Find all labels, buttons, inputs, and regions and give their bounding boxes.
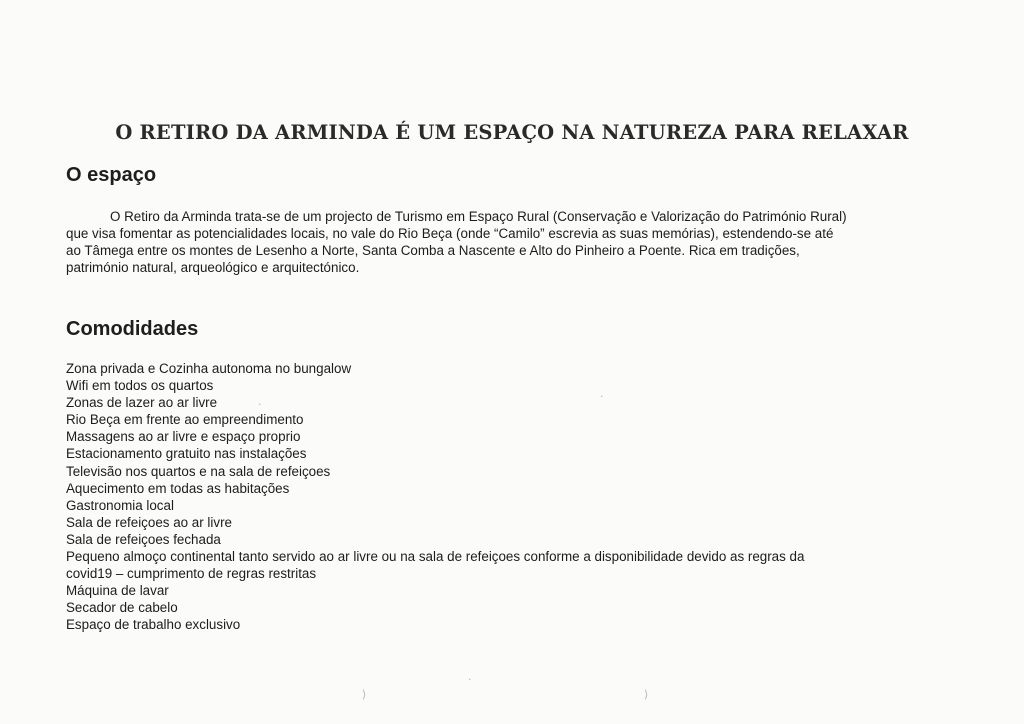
list-item: Massagens ao ar livre e espaço proprio [66,429,301,445]
amenities-list [66,360,946,634]
list-item: Sala de refeiçoes ao ar livre [66,514,232,530]
list-item: Sala de refeiçoes fechada [66,531,221,547]
paragraph-line: ao Tâmega entre os montes de Lesenho a Norte, Santa Comba a Nascente e Alto do Pinheiro a Poente. Rica em tradições, [66,243,800,258]
list-item: covid19 – cumprimento de regras restritas [66,566,317,582]
scan-speck: · [600,390,604,403]
scan-speck: ⟩ [644,688,649,701]
section-heading-espaco: O espaço [66,164,157,186]
list-item: Zona privada e Cozinha autonoma no bungalow [66,361,352,376]
list-item: Televisão nos quartos e na sala de refeiçoes [66,463,331,479]
paragraph-line: que visa fomentar as potencialidades locais, no vale do Rio Beça (onde “Camilo” escrevia as suas memórias), estendendo-se até [66,226,834,241]
document-title: O RETIRO DA ARMINDA É UM ESPAÇO NA NATUREZA PARA RELAXAR [115,121,909,144]
list-item: Aquecimento em todas as habitações [66,480,290,496]
list-item: Espaço de trabalho exclusivo [66,617,241,633]
list-item: Gastronomia local [66,497,174,513]
scan-speck: ⟩ [362,688,367,701]
scan-speck: · [468,673,472,686]
list-item: Zonas de lazer ao ar livre [66,395,218,411]
list-item: Rio Beça em frente ao empreendimento [66,412,304,428]
list-item: Pequeno almoço continental tanto servido ao ar livre ou na sala de refeiçoes conforme a disponibilidade devido as regras da [66,549,805,565]
scan-speck: · [258,398,262,411]
paragraph-line: património natural, arqueológico e arquitectónico. [66,260,360,275]
intro-paragraph [66,208,946,276]
list-item: Estacionamento gratuito nas instalações [66,446,307,462]
paragraph-line: O Retiro da Arminda trata-se de um projecto de Turismo em Espaço Rural (Conservação e Valorização do Património Rural) [110,209,847,224]
list-item: Secador de cabelo [66,600,178,616]
section-heading-comodidades: Comodidades [66,318,199,340]
list-item: Wifi em todos os quartos [66,378,214,394]
list-item: Máquina de lavar [66,583,169,599]
